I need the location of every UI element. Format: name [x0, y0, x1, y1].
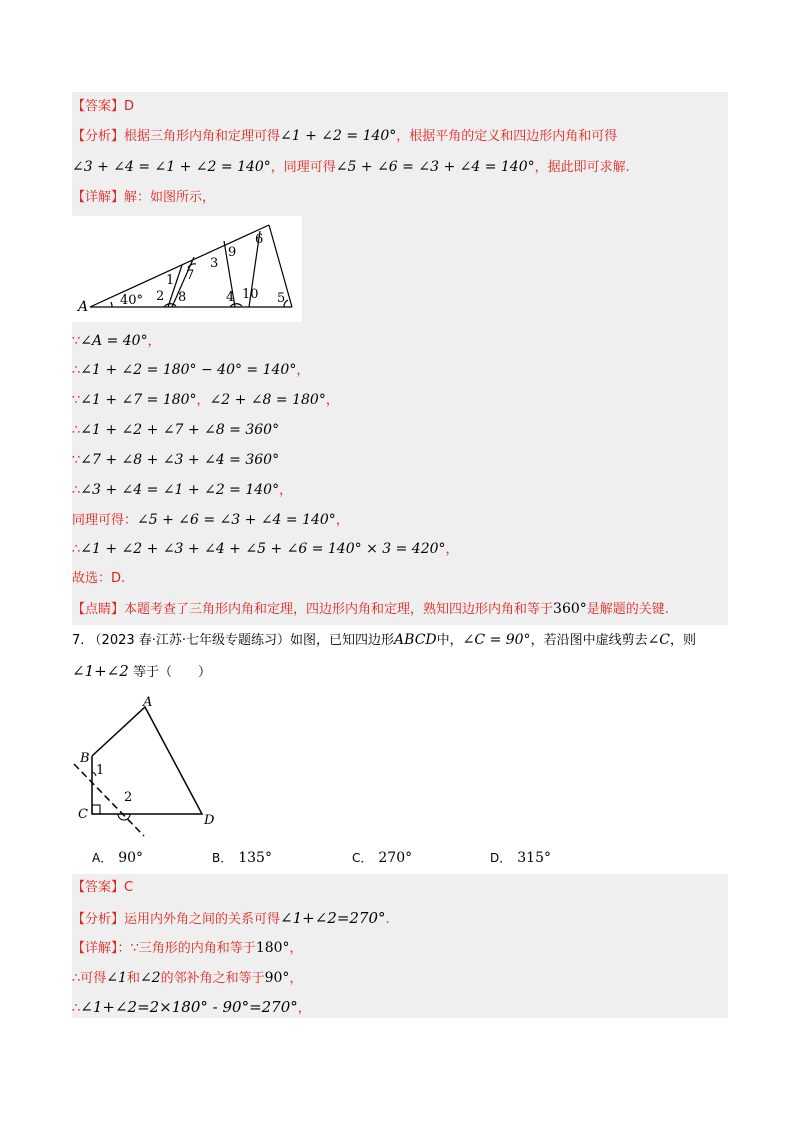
- step-tail: ，: [296, 363, 310, 378]
- detail-line-6: [72, 188, 215, 208]
- detail-tail: ，: [297, 1001, 311, 1016]
- answer-tag: 【答案】: [72, 99, 125, 114]
- figure-7: [72, 690, 232, 840]
- choose-line-6: 故选：D.: [72, 571, 126, 586]
- step-symbol: ∴: [72, 423, 81, 438]
- stem-math: ∠C: [647, 632, 671, 648]
- option-value: 90°: [118, 850, 144, 866]
- analysis-line-6a: [72, 126, 617, 147]
- figure-label-2: 2: [124, 790, 133, 805]
- step-tail: ，: [279, 483, 293, 498]
- option-a[interactable]: [92, 848, 143, 869]
- figure-label-10: 10: [242, 287, 259, 302]
- detail-math: ∠1: [106, 970, 127, 986]
- detail-text: 和: [126, 971, 140, 986]
- question-source: （2023 春·江苏·七年级专题练习）: [88, 633, 291, 648]
- detail-math: ∠2: [139, 970, 161, 986]
- detail-text: 三角形的内角和等于: [138, 941, 256, 956]
- step-math: ∠1 + ∠2 + ∠3 + ∠4 + ∠5 + ∠6 = 140° × 3 = 420°: [80, 541, 446, 557]
- step-tail: ，: [147, 334, 161, 349]
- detail-tail: ，: [289, 971, 303, 986]
- comment-text: 本题考查了三角形内角和定理，四边形内角和定理，熟知四边形内角和等于: [124, 602, 554, 617]
- step-1: [72, 331, 161, 352]
- detail-tail: ，: [289, 941, 303, 956]
- detail-tag: 【详解】: [72, 941, 118, 956]
- step-math: ∠1 + ∠2 + ∠7 + ∠8 = 360°: [80, 422, 280, 438]
- option-b[interactable]: [212, 848, 272, 869]
- step-tail: ，: [445, 542, 459, 557]
- detail-symbol: ∴: [72, 1001, 81, 1016]
- detail-math: 90°: [264, 970, 290, 986]
- analysis-tag: 【分析】: [72, 912, 125, 927]
- option-c[interactable]: [352, 848, 412, 869]
- answer-line-7: [72, 878, 133, 898]
- step-4: [72, 420, 279, 441]
- comment-tag: 【点睛】: [72, 602, 125, 617]
- step-3: [72, 390, 339, 411]
- figure-label-A: A: [78, 299, 89, 315]
- step-symbol: ∵: [72, 453, 81, 468]
- option-label: C．: [352, 851, 373, 865]
- figure-label-2: 2: [156, 289, 165, 304]
- figure-label-3: 3: [210, 256, 219, 271]
- step-math: ∠3 + ∠4 = ∠1 + ∠2 = 140°: [80, 482, 280, 498]
- option-label: A．: [92, 851, 113, 865]
- detail-symbol: ：∵: [117, 941, 139, 956]
- option-d[interactable]: [490, 848, 551, 869]
- analysis-line-7: [72, 908, 390, 930]
- stem-text: ，若沿图中虚线剪去: [530, 633, 648, 648]
- step-tail: ，: [335, 513, 349, 528]
- step-math: ∠A = 40°: [80, 333, 148, 349]
- question-number: 7.: [72, 633, 85, 648]
- figure-6: [72, 216, 302, 322]
- figure-label-7: 7: [186, 268, 195, 283]
- analysis-math: ∠1+∠2=270°: [280, 909, 386, 927]
- step-5: [72, 450, 279, 471]
- figure-label-1: 1: [96, 763, 105, 778]
- figure-label-9: 9: [228, 245, 237, 260]
- step-6: [72, 480, 292, 501]
- stem-text: 中，: [436, 633, 463, 648]
- figure-label-1: 1: [166, 273, 175, 288]
- analysis-text: 运用内外角之间的关系可得: [124, 912, 281, 927]
- analysis-text: ，据此即可求解.: [534, 160, 630, 175]
- detail-math: ∠1+∠2=2×180° - 90°=270°: [80, 998, 298, 1016]
- stem-math: ∠1+∠2: [72, 662, 129, 680]
- option-label: B．: [212, 851, 233, 865]
- figure-label-B: B: [80, 751, 90, 766]
- figure-label-6: 6: [255, 232, 264, 247]
- step-symbol: ∴: [72, 363, 81, 378]
- step-symbol: ∵: [72, 334, 81, 349]
- figure-label-C: C: [78, 807, 88, 822]
- answer-tag: 【答案】: [72, 880, 125, 895]
- step-symbol: 同理可得：: [72, 513, 138, 528]
- option-value: 135°: [238, 850, 272, 866]
- figure-label-D: D: [204, 813, 215, 828]
- analysis-text: ，同理可得: [270, 160, 336, 175]
- comment-text: 是解题的关键.: [586, 602, 669, 617]
- step-8: [72, 539, 459, 560]
- analysis-line-6b: [72, 157, 630, 178]
- question-7-stem-2: [72, 661, 211, 683]
- question-7-stem: [72, 630, 696, 651]
- figure-label-8: 8: [178, 290, 187, 305]
- answer-value: C: [124, 880, 134, 895]
- detail-symbol: ∴: [72, 971, 81, 986]
- stem-math: ∠C = 90°: [462, 632, 531, 648]
- figure-label-40: 40°: [120, 293, 144, 308]
- answer-line-6: [72, 97, 134, 117]
- detail-line-7c: [72, 997, 311, 1019]
- detail-math: 180°: [255, 940, 290, 956]
- analysis-text: 根据三角形内角和定理可得: [124, 129, 281, 144]
- step-tail: ，: [325, 393, 339, 408]
- answer-value: D: [124, 99, 135, 114]
- step-7: [72, 510, 349, 531]
- figure-label-A: A: [143, 695, 153, 710]
- detail-text: 可得: [80, 971, 107, 986]
- step-mid: ，: [196, 393, 210, 408]
- option-label: D．: [490, 851, 512, 865]
- detail-intro: 解：如图所示，: [124, 190, 216, 205]
- detail-line-7a: [72, 938, 303, 959]
- detail-text: 的邻补角之和等于: [160, 971, 265, 986]
- analysis-math: ∠1 + ∠2 = 140°: [280, 128, 397, 144]
- figure-label-5: 5: [277, 291, 286, 306]
- step-symbol: ∴: [72, 542, 81, 557]
- analysis-math: ∠3 + ∠4 = ∠1 + ∠2 = 140°: [72, 159, 271, 175]
- stem-text: 等于（ ）: [132, 665, 211, 680]
- step-math: ∠7 + ∠8 + ∠3 + ∠4 = 360°: [80, 452, 280, 468]
- figure-6-svg: [72, 216, 302, 322]
- step-math: ∠1 + ∠7 = 180°: [80, 392, 197, 408]
- stem-math: ABCD: [394, 632, 437, 648]
- comment-line-6: [72, 599, 669, 620]
- step-2: [72, 360, 309, 381]
- figure-7-svg: [72, 690, 232, 840]
- step-math-2: ∠2 + ∠8 = 180°: [209, 392, 326, 408]
- comment-math: 360°: [553, 601, 587, 617]
- analysis-text: ，根据平角的定义和四边形内角和可得: [396, 129, 618, 144]
- option-value: 315°: [517, 850, 551, 866]
- analysis-math: ∠5 + ∠6 = ∠3 + ∠4 = 140°: [335, 159, 535, 175]
- analysis-text: .: [385, 912, 390, 927]
- detail-tag: 【详解】: [72, 190, 125, 205]
- stem-text: 如图，已知四边形: [290, 633, 395, 648]
- option-value: 270°: [378, 850, 413, 866]
- step-math: ∠5 + ∠6 = ∠3 + ∠4 = 140°: [137, 512, 336, 528]
- step-symbol: ∴: [72, 483, 81, 498]
- figure-label-4: 4: [226, 290, 235, 305]
- step-math: ∠1 + ∠2 = 180° − 40° = 140°: [80, 362, 297, 378]
- analysis-tag: 【分析】: [72, 129, 125, 144]
- stem-text: ，则: [670, 633, 697, 648]
- detail-line-7b: [72, 968, 302, 989]
- step-symbol: ∵: [72, 393, 81, 408]
